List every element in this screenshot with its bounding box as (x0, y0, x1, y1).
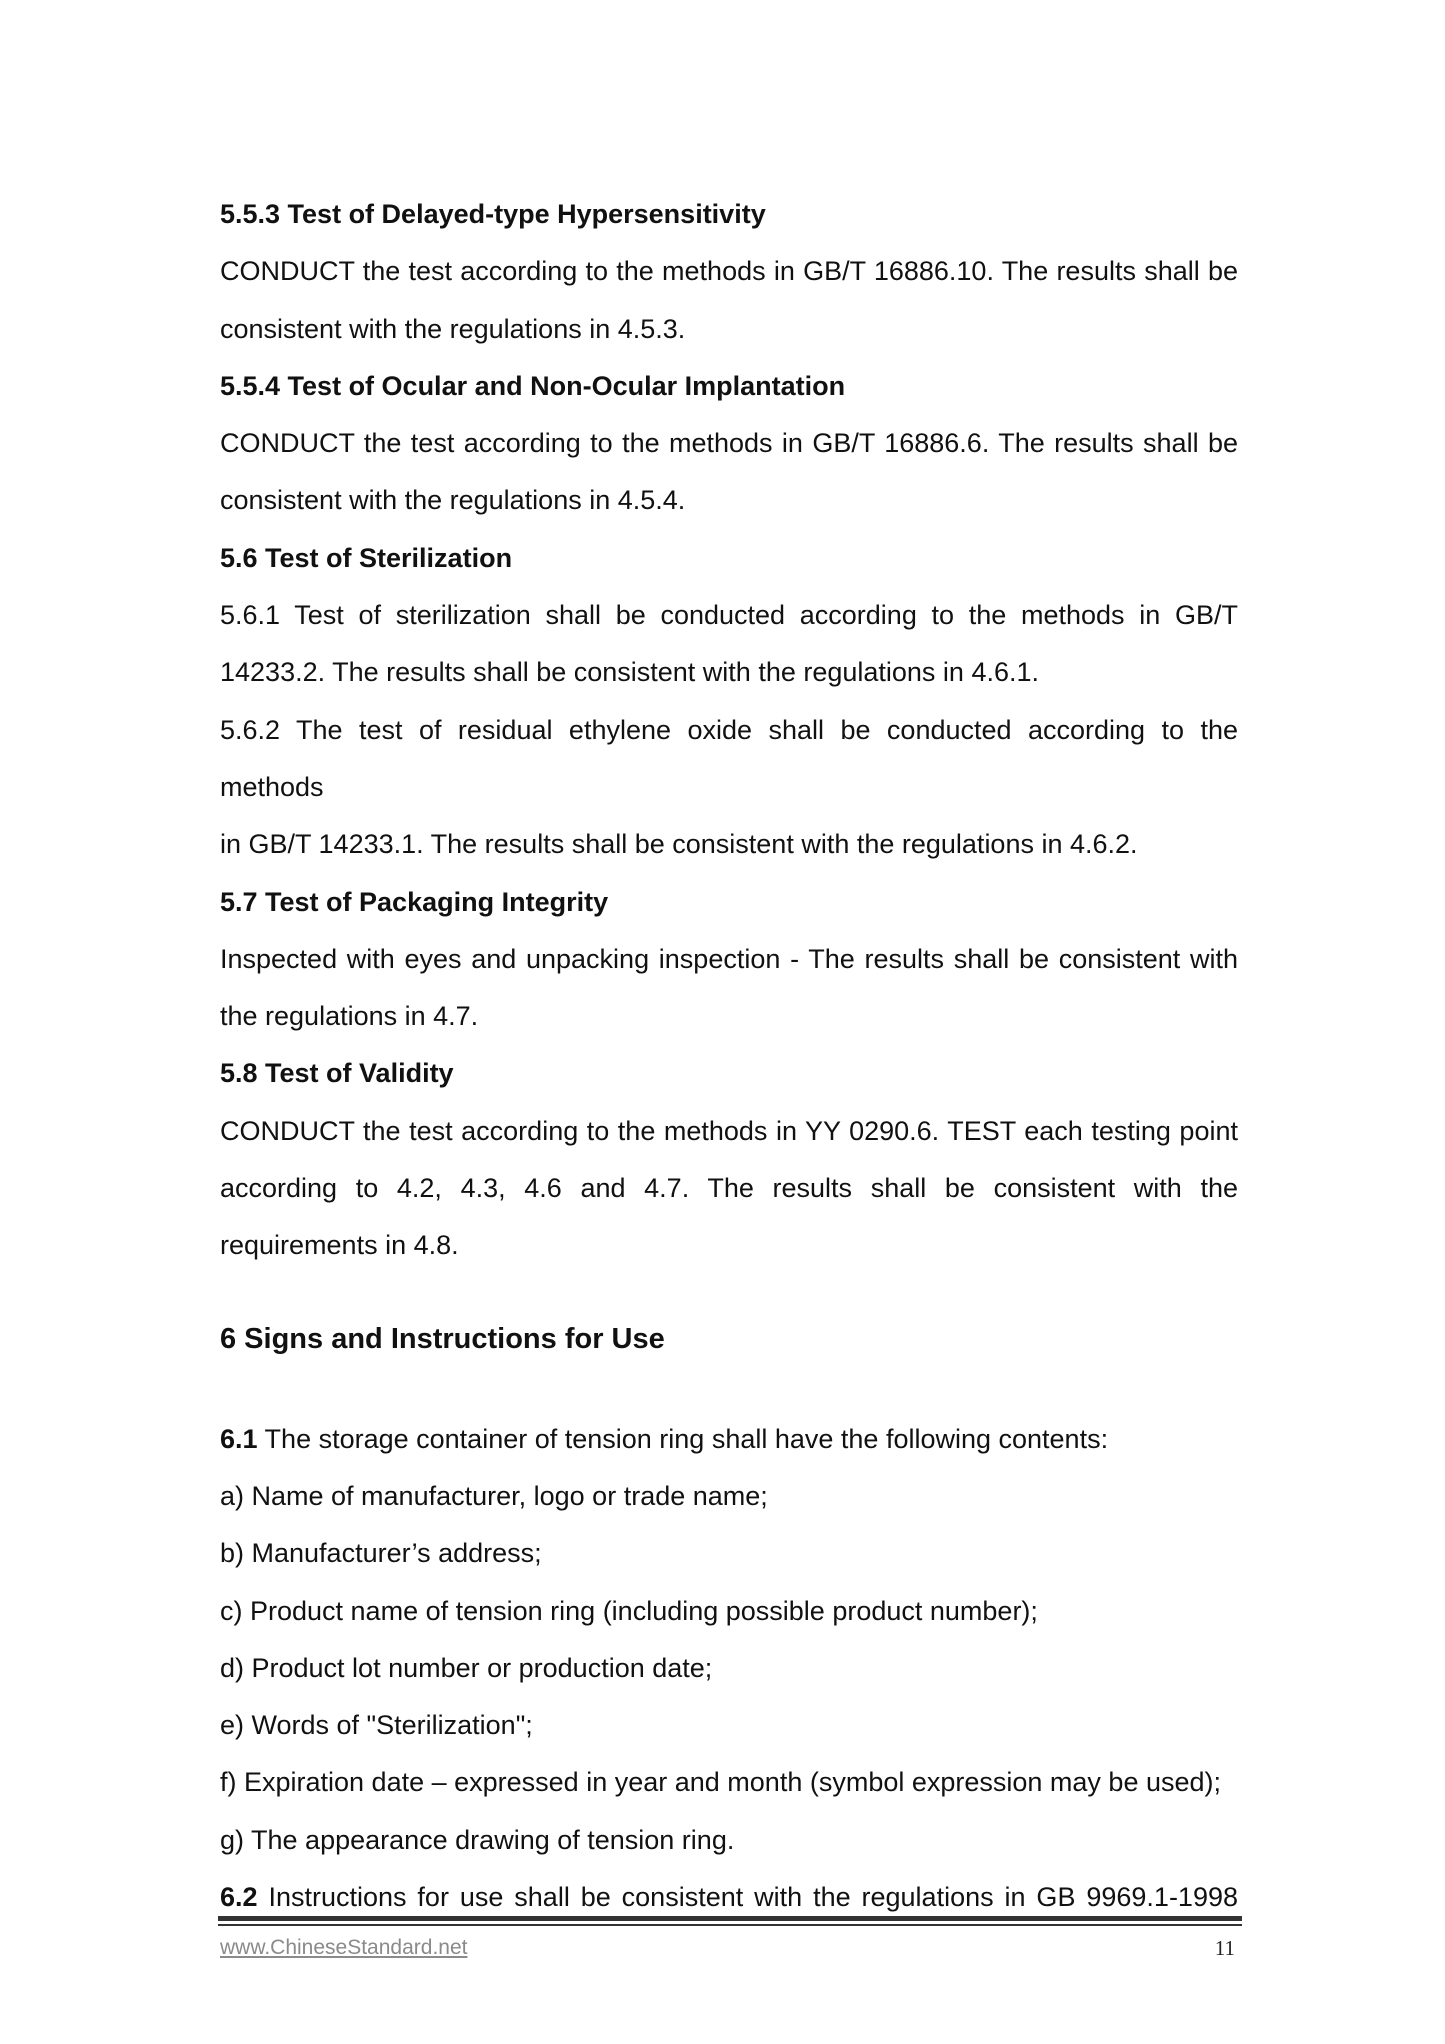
clause-number: 6.2 (220, 1882, 258, 1913)
heading-5-5-4: 5.5.4 Test of Ocular and Non-Ocular Implantation (220, 370, 846, 401)
list-item: c) Product name of tension ring (including possible product number); (220, 1595, 1038, 1626)
paragraph-line: according to 4.2, 4.3, 4.6 and 4.7. The results shall be consistent with the (220, 1173, 1238, 1204)
paragraph-line: CONDUCT the test according to the methods in YY 0290.6. TEST each testing point (220, 1115, 1238, 1146)
clause-6-1 (220, 1411, 1238, 1468)
paragraph-line: 14233.2. The results shall be consistent with the regulations in 4.6.1. (220, 657, 1040, 688)
heading-5-8: 5.8 Test of Validity (220, 1058, 454, 1089)
spacer (220, 1359, 1238, 1411)
spacer (220, 1275, 1238, 1319)
paragraph-line: requirements in 4.8. (220, 1230, 459, 1261)
paragraph-line: 5.6.2 The test of residual ethylene oxide shall be conducted according to the methods (220, 714, 1238, 802)
heading-5-6: 5.6 Test of Sterilization (220, 542, 513, 573)
clause-text: The storage container of tension ring shall have the following contents: (257, 1423, 1109, 1454)
footer-website-link[interactable]: www.ChineseStandard.net (220, 1936, 468, 1959)
clause-text: Instructions for use shall be consistent with the regulations in GB 9969.1-1998 (257, 1882, 1238, 1913)
document-body (220, 186, 1238, 1926)
paragraph-line: CONDUCT the test according to the methods in GB/T 16886.10. The results shall be (220, 256, 1238, 287)
clause-number: 6.1 (220, 1423, 258, 1454)
list-item: f) Expiration date – expressed in year and month (symbol expression may be used); (220, 1767, 1222, 1798)
paragraph-line: consistent with the regulations in 4.5.4. (220, 485, 686, 516)
paragraph-line: Inspected with eyes and unpacking inspection - The results shall be consistent with (220, 943, 1238, 974)
list-item: g) The appearance drawing of tension ring. (220, 1824, 735, 1855)
paragraph-line: 5.6.1 Test of sterilization shall be conducted according to the methods in GB/T (220, 600, 1238, 631)
paragraph-line: in GB/T 14233.1. The results shall be consistent with the regulations in 4.6.2. (220, 829, 1138, 860)
paragraph-line: consistent with the regulations in 4.5.3. (220, 313, 686, 344)
page-number: 11 (1214, 1936, 1235, 1960)
heading-6: 6 Signs and Instructions for Use (220, 1322, 665, 1355)
paragraph-line: the regulations in 4.7. (220, 1001, 479, 1032)
list-item: a) Name of manufacturer, logo or trade name; (220, 1480, 768, 1511)
list-item: b) Manufacturer’s address; (220, 1538, 542, 1569)
heading-5-5-3: 5.5.3 Test of Delayed-type Hypersensitivity (220, 199, 766, 229)
heading-5-7: 5.7 Test of Packaging Integrity (220, 886, 609, 917)
paragraph-line: CONDUCT the test according to the methods in GB/T 16886.6. The results shall be (220, 428, 1238, 459)
footer-rule (218, 1916, 1242, 1921)
list-item: d) Product lot number or production date; (220, 1652, 713, 1683)
footer-rule (218, 1924, 1242, 1926)
list-item: e) Words of "Sterilization"; (220, 1710, 533, 1741)
